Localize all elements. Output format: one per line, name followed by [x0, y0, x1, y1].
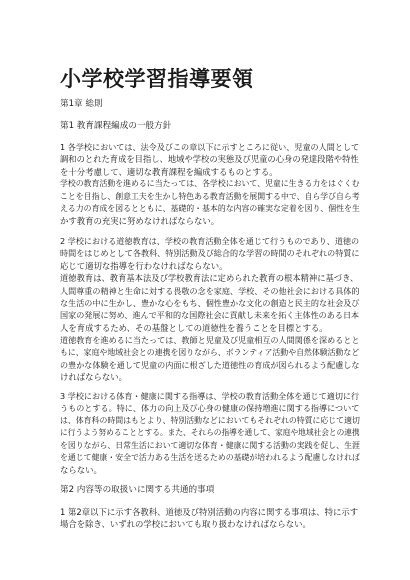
paragraph-line: 時間をはじめとして各教科、特別活動及び総合的な学習の時間のそれぞれの特質に [60, 248, 360, 259]
paragraph-3 [60, 390, 360, 477]
paragraph-line: ければならない。 [60, 372, 127, 383]
paragraph-line: 国家の発展に努め、進んで平和的な国際社会に貢献し未来を拓く主体性のある日本 [60, 310, 360, 321]
paragraph-1 [60, 141, 360, 228]
paragraph-2 [60, 235, 360, 384]
paragraph-line: は、体育科の時間はもとより、特別活動などにおいてもそれぞれの特質に応じて適切 [60, 415, 360, 425]
paragraph-line: 道徳教育は、教育基本法及び学校教育法に定められた教育の根本精神に基づき、 [60, 273, 359, 284]
paragraph-line: 調和のとれた育成を目指し、地域や学校の実態及び児童の心身の発達段階や特性 [60, 154, 359, 165]
paragraph-line: 人間尊重の精神と生命に対する畏敬の念を家庭、学校、その他社会における具体的 [60, 285, 360, 296]
paragraph-line: の豊かな体験を通して児童の内面に根ざした道徳性の育成が図られるよう配慮しな [60, 360, 360, 371]
paragraph-line: 2 学校における道徳教育は、学校の教育活動全体を通じて行うものであり、道徳の [60, 236, 360, 246]
paragraph-4 [60, 506, 360, 531]
paragraph-line: 道徳教育を進めるに当たっては、教師と児童及び児童相互の人間関係を深めるとと [60, 335, 360, 346]
paragraph-line: える力の育成を図るとともに、基礎的・基本的な内容の確実な定着を図り、個性を生 [60, 204, 360, 214]
section-heading-1: 第1 教育課程編成の一般方針 [60, 121, 172, 131]
paragraph-line: 3 学校における体育・健康に関する指導は、学校の教育活動全体を通じて適切に行 [60, 391, 360, 401]
paragraph-line: に行うよう努めることとする。また、それらの指導を通して、家庭や地域社会との連携 [60, 428, 360, 438]
paragraph-line: 学校の教育活動を進めるに当たっては、各学校において、児童に生きる力をはぐくむ [60, 179, 360, 189]
paragraph-line: 場合を除き、いずれの学校においても取り扱わなければならない。 [60, 519, 311, 530]
paragraph-line: うものとする。特に、体力の向上及び心身の健康の保持増進に関する指導について [60, 403, 360, 414]
paragraph-line: 1 第2章以下に示す各教科、道徳及び特別活動の内容に関する事項は、特に示す [60, 507, 359, 517]
paragraph-line: 応じて適切な指導を行わなければならない。 [60, 260, 228, 271]
paragraph-line: な生活の中に生かし、豊かな心をもち、個性豊かな文化の創造と民主的な社会及び [60, 298, 360, 309]
paragraph-line: 1 各学校においては、法令及びこの章以下に示すところに従い、児童の人間として [60, 142, 360, 152]
chapter-heading: 第1章 総則 [60, 99, 103, 109]
section-heading-2: 第2 内容等の取扱いに関する共通的事項 [60, 485, 215, 495]
paragraph-line: ならない。 [60, 465, 102, 476]
paragraph-line: 人を育成するため、その基盤としての道徳性を養うことを目標とする。 [60, 322, 328, 333]
paragraph-line: を図りながら、日常生活において適切な体育・健康に関する活動の実践を促し、生涯 [60, 440, 360, 450]
paragraph-line: もに、家庭や地域社会との連携を図りながら、ボランティア活動や自然体験活動など [60, 347, 360, 357]
paragraph-line: を通じて健康・安全で活力ある生活を送るための基礎が培われるよう配慮しなければ [60, 453, 360, 463]
paragraph-line: かす教育の充実に努めなければならない。 [60, 216, 220, 227]
document-title: 小学校学習指導要領 [60, 67, 254, 91]
paragraph-line: ことを目指し、創意工夫を生かし特色ある教育活動を展開する中で、自ら学び自ら考 [60, 191, 360, 201]
paragraph-line: を十分考慮して、適切な教育課程を編成するものとする。 [60, 166, 278, 177]
